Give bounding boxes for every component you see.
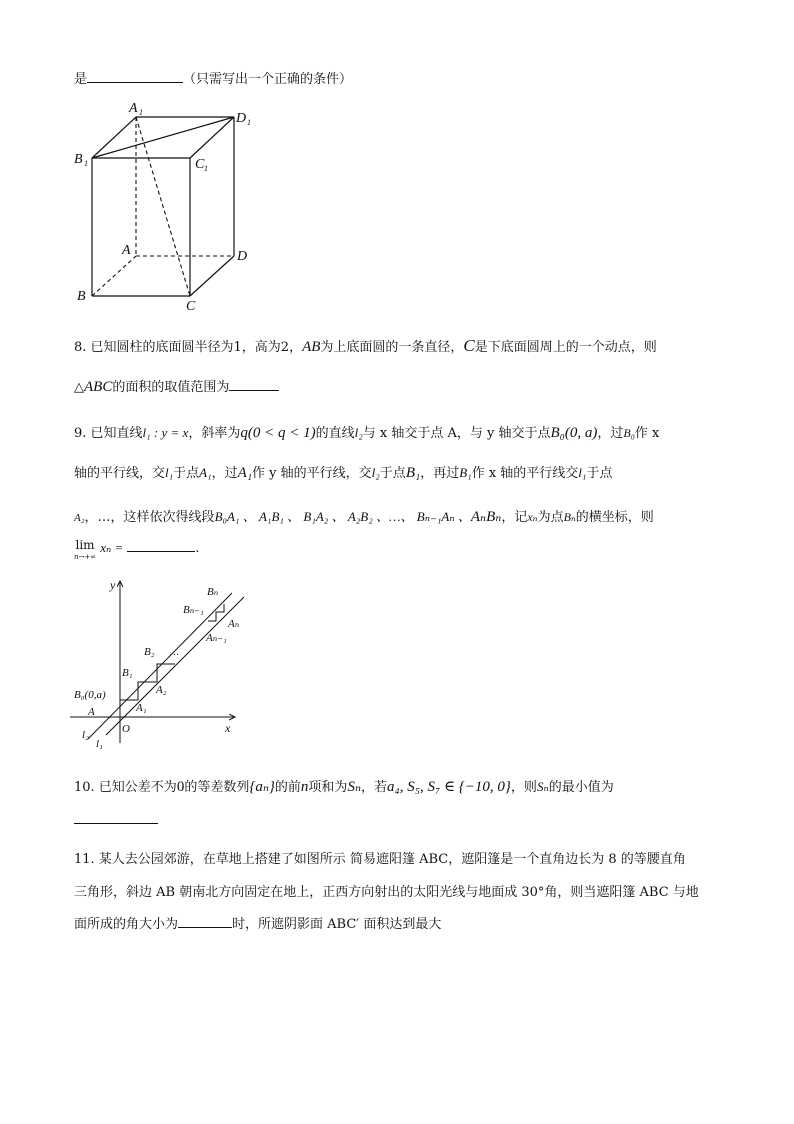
cube-label-A: A	[129, 101, 138, 116]
graph-label-l2: l₂	[82, 729, 89, 741]
graph-label-x: x	[225, 721, 231, 735]
cube-label-B0: B	[77, 289, 86, 304]
q8-answer-blank[interactable]	[229, 379, 279, 391]
q7-answer-blank[interactable]	[87, 71, 183, 83]
graph-label-B1: B₁	[122, 667, 133, 679]
graph-label-An-1: Aₙ₋₁	[206, 632, 227, 644]
graph-label-O: O	[122, 723, 130, 735]
cube-label-C: C	[195, 157, 205, 172]
lim-word: lim	[75, 538, 95, 552]
graph-label-An: Aₙ	[228, 618, 240, 630]
q7-prefix: 是	[74, 72, 88, 87]
cube-label-A0: A	[122, 243, 131, 258]
lim-sub: n→+∞	[74, 553, 97, 561]
q9-line3: A₂，…，这样依次得线段B₀A₁ 、 A₁B₁ 、 B₁A₂ 、 A₂B₂ 、…、 Bₙ₋₁Aₙ 、AₙBₙ，记xₙ为点Bₙ的横坐标，则	[74, 509, 654, 525]
cube-label-D-sub: 1	[247, 118, 251, 127]
q10-answer-line	[74, 812, 158, 828]
cube-label-B-sub: 1	[84, 159, 88, 168]
graph-label-y: y	[110, 578, 116, 592]
cube-label-A-sub: 1	[139, 108, 143, 117]
cube-label-C0: C	[186, 299, 196, 314]
q10-answer-blank[interactable]	[74, 812, 158, 824]
q7-line	[74, 68, 352, 87]
q8-line2: △ABC的面积的取值范围为	[74, 376, 279, 396]
q11-line1: 11. 某人去公园郊游，在草地上搭建了如图所示 简易遮阳篷 ABC，遮阳篷是一个直角边长为 8 的等腰直角	[74, 852, 686, 867]
cube-label-D0: D	[237, 249, 248, 264]
graph-label-A2: A₂	[156, 684, 167, 696]
graph-label-Bn: Bₙ	[207, 586, 219, 598]
graph-label-Bn-1: Bₙ₋₁	[183, 604, 204, 616]
q9-answer-blank[interactable]	[127, 540, 195, 552]
q11-line2: 三角形，斜边 AB 朝南北方向固定在地上，正西方向射出的太阳光线与地面成 30°角，则当遮阳篷 ABC 与地	[74, 885, 699, 900]
graph-label-B2: B₂	[144, 646, 155, 658]
q7-hint: （只需写出一个正确的条件）	[183, 72, 353, 87]
q11-answer-blank[interactable]	[178, 916, 232, 928]
graph-label-A1: A₁	[136, 702, 147, 714]
cube-label-B: B	[74, 152, 83, 167]
graph-label-B0: B₀(0,a)	[74, 689, 106, 701]
q8-line1: 8. 已知圆柱的底面圆半径为1，高为2，AB为上底面圆的一条直径，C是下底面圆周上的一个动点，则	[74, 336, 657, 355]
graph-label-l1: l₁	[96, 738, 103, 750]
q9-line1: 9. 已知直线l₁ : y = x，斜率为q(0 < q < 1)的直线l₂与 x 轴交于点 A，与 y 轴交于点B₀(0, a)，过B₀作 x	[74, 425, 660, 441]
q9-line4: lim n→+∞ xₙ = .	[74, 538, 200, 561]
cube-label-C-sub: 1	[204, 164, 208, 173]
graph-label-ellipsis: …	[170, 647, 179, 658]
graph-label-A: A	[88, 706, 95, 718]
q9-line2: 轴的平行线，交l₁于点A₁，过A₁作 y 轴的平行线，交l₂于点B₁，再过B₁作 x 轴的平行线交l₁于点	[74, 465, 613, 481]
q11-line3: 面所成的角大小为 时，所遮阴影面 ABC′ 面积达到最大	[74, 917, 442, 932]
q10-line: 10. 已知公差不为0的等差数列{aₙ}的前n项和为Sₙ，若a₄, S₅, S₇ ∈ {−10, 0}，则Sₙ的最小值为	[74, 779, 614, 795]
cube-label-D: D	[236, 111, 247, 126]
cube-figure	[70, 100, 270, 314]
q9-graph	[70, 575, 270, 755]
